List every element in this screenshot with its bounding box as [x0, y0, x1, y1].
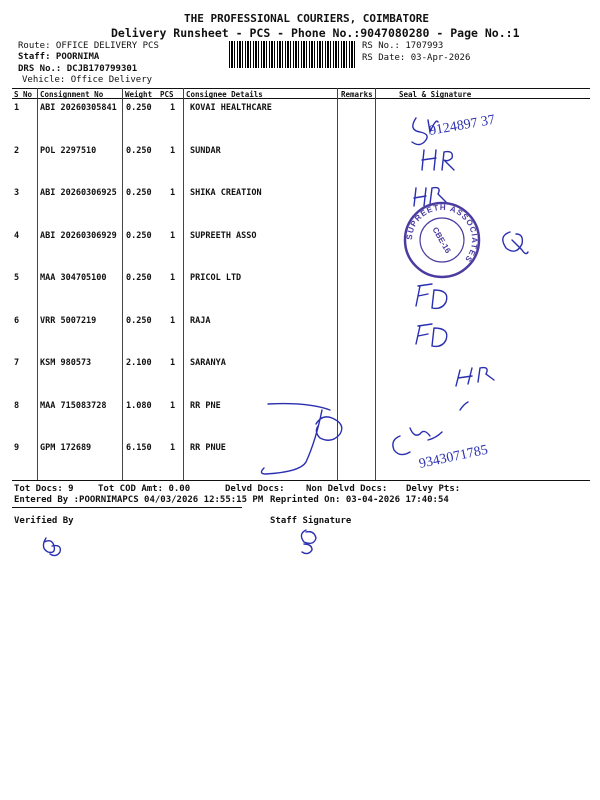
stamp-center-text: CBE-16 — [430, 225, 453, 255]
staff-signature-mark — [301, 530, 316, 554]
cell-pcs: 1 — [170, 358, 176, 368]
cell-sno: 7 — [14, 358, 20, 368]
handwritten-number-row1: 9124897 37 — [428, 112, 497, 139]
route-label: Route: OFFICE DELIVERY PCS — [18, 41, 159, 51]
cell-pcs: 1 — [170, 315, 176, 326]
cell-sno: 6 — [14, 315, 20, 326]
cell-consignee: RR PNE — [190, 400, 221, 411]
cell-weight: 1.080 — [126, 400, 152, 411]
cell-consignee: SARANYA — [190, 358, 226, 368]
drs-number: DRS No.: DCJB170799301 — [18, 64, 138, 74]
cell-consignment: KSM 980573 — [40, 358, 92, 368]
vehicle-label: Vehicle: Office Delivery — [22, 75, 153, 85]
cell-pcs: 1 — [170, 103, 176, 113]
entered-by: Entered By :POORNIMAPCS 04/03/2026 12:55:15 PM — [14, 495, 264, 505]
delivery-points: Delvy Pts: — [406, 484, 461, 494]
cell-consignment: ABI 20260305841 — [40, 103, 117, 113]
cell-consignment: ABI 20260306925 — [40, 188, 117, 198]
col-header-remarks: Remarks — [341, 90, 373, 99]
non-delivered-docs: Non Delvd Docs: — [306, 484, 388, 494]
cell-consignment: POL 2297510 — [40, 145, 97, 156]
cell-pcs: 1 — [170, 188, 176, 198]
runsheet-subtitle: Delivery Runsheet - PCS - Phone No.:9047080280 - Page No.:1 — [111, 26, 520, 40]
cell-consignee: SUNDAR — [190, 145, 221, 156]
company-stamp — [405, 203, 479, 277]
cell-sno: 3 — [14, 188, 20, 198]
cell-consignee: RR PNUE — [190, 443, 226, 453]
cell-sno: 9 — [14, 443, 20, 453]
cell-weight: 0.250 — [126, 145, 152, 156]
cell-pcs: 1 — [170, 273, 176, 283]
staff-label: Staff: POORNIMA — [18, 52, 100, 62]
col-header-consignment: Consignment No — [40, 90, 104, 99]
cell-sno: 2 — [14, 145, 20, 156]
cell-weight: 0.250 — [126, 188, 152, 198]
cell-consignment: MAA 304705100 — [40, 273, 107, 283]
cell-pcs: 1 — [170, 145, 176, 156]
rs-date: RS Date: 03-Apr-2026 — [362, 53, 471, 63]
cell-weight: 0.250 — [126, 315, 152, 326]
cell-sno: 8 — [14, 400, 20, 411]
cell-consignee: SUPREETH ASSO — [190, 230, 257, 241]
cell-consignment: MAA 715083728 — [40, 400, 107, 411]
handwritten-number-row9: 9343071785 — [417, 442, 490, 472]
cell-weight: 6.150 — [126, 443, 152, 453]
cell-consignee: RAJA — [190, 315, 211, 326]
cell-weight: 0.250 — [126, 273, 152, 283]
col-header-consignee: Consignee Details — [186, 90, 263, 99]
cell-pcs: 1 — [170, 400, 176, 411]
footer-rule — [12, 507, 242, 508]
cell-pcs: 1 — [170, 230, 176, 241]
cell-sno: 1 — [14, 103, 20, 113]
col-header-pcs: PCS — [160, 90, 174, 99]
staff-signature-label: Staff Signature — [270, 516, 352, 526]
tot-docs: Tot Docs: 9 — [14, 484, 74, 494]
cell-pcs: 1 — [170, 443, 176, 453]
rs-number: RS No.: 1707993 — [362, 41, 444, 51]
cell-sno: 5 — [14, 273, 20, 283]
cell-consignment: ABI 20260306929 — [40, 230, 117, 241]
stamp-ring-text: SUPREETH ASSOCIATES — [404, 202, 480, 265]
reprinted-on: Reprinted On: 03-04-2026 17:40:54 — [270, 495, 449, 505]
cell-consignment: VRR 5007219 — [40, 315, 97, 326]
company-title: THE PROFESSIONAL COURIERS, COIMBATORE — [184, 12, 430, 25]
tot-cod-amount: Tot COD Amt: 0.00 — [98, 484, 191, 494]
cell-consignee: KOVAI HEALTHCARE — [190, 103, 272, 113]
cell-consignee: PRICOL LTD — [190, 273, 242, 283]
cell-consignee: SHIKA CREATION — [190, 188, 262, 198]
col-header-seal: Seal & Signature — [399, 90, 472, 99]
verified-by-label: Verified By — [14, 516, 74, 526]
verified-signature — [43, 538, 60, 556]
signature-scrawl — [412, 118, 427, 145]
col-header-sno: S No — [14, 90, 33, 99]
col-header-weight: Weight — [125, 90, 153, 99]
cell-weight: 0.250 — [126, 103, 152, 113]
cell-sno: 4 — [14, 230, 20, 241]
cell-consignment: GPM 172689 — [40, 443, 92, 453]
cell-weight: 2.100 — [126, 358, 152, 368]
initials-hr — [422, 150, 454, 170]
cell-weight: 0.250 — [126, 230, 152, 241]
delivered-docs: Delvd Docs: — [225, 484, 285, 494]
initials-fd — [416, 284, 447, 308]
